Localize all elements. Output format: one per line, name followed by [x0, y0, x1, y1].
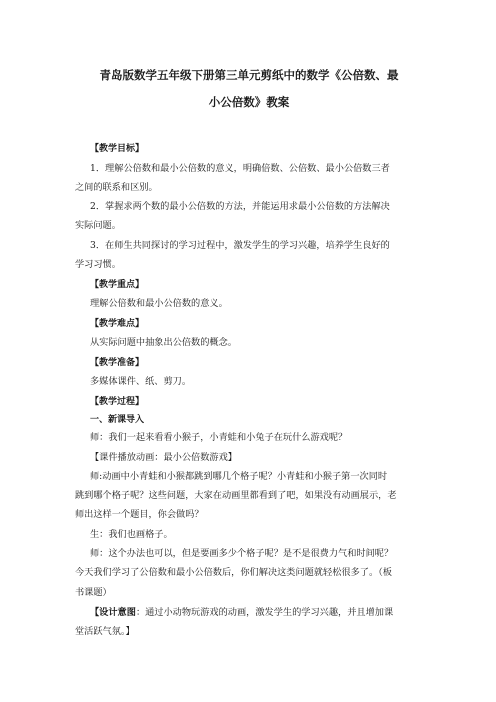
- goal-2-cont: 实际问题。: [75, 220, 121, 231]
- goal-3: 3．在师生共同探讨的学习过程中，激发学生的学习兴趣，培养学生良好的: [90, 240, 390, 251]
- goals-heading: 【教学目标】: [90, 144, 145, 154]
- design-intent-line2: 堂活跃气氛。】: [75, 626, 135, 637]
- prep-heading: 【教学准备】: [90, 358, 145, 368]
- key-text: 理解公倍数和最小公倍数的意义。: [90, 298, 228, 309]
- paragraph-5-line1: 师：这个办法也可以，但是要画多少个格子呢？是不是很费力气和时间呢？: [90, 548, 394, 559]
- paragraph-3-line2: 跳到哪个格子呢？这些问题，大家在动画里都看到了吧，如果没有动画展示，老: [75, 490, 397, 501]
- section-heading: 一、新课导入: [90, 415, 145, 425]
- difficulty-heading: 【教学难点】: [90, 319, 145, 329]
- paragraph-3-line3: 师出这样一个题目，你会做吗？: [75, 509, 204, 520]
- paragraph-5-line3: 书课题）: [75, 587, 112, 598]
- goal-1-cont: 之间的联系和区别。: [75, 182, 158, 193]
- goal-2: 2．掌握求两个数的最小公倍数的方法，并能运用求最小公倍数的方法解决: [90, 201, 390, 212]
- key-heading: 【教学重点】: [90, 280, 145, 290]
- paragraph-5-line2: 今天我们学习了公倍数和最小公倍数后，你们解决这类问题就轻松很多了。（板: [75, 567, 392, 578]
- goal-1: 1．理解公倍数和最小公倍数的意义，明确倍数、公倍数、最小公倍数三者: [90, 163, 390, 174]
- doc-title-line1: 青岛版数学五年级下册第三单元剪纸中的数学《公倍数、最: [99, 68, 399, 82]
- goal-3-cont: 学习习惯。: [75, 259, 121, 270]
- paragraph-2: 【课件播放动画：最小公倍数游戏】: [90, 452, 237, 463]
- process-heading: 【教学过程】: [90, 397, 145, 407]
- difficulty-text: 从实际问题中抽象出公倍数的概念。: [90, 337, 237, 348]
- prep-text: 多媒体课件、纸、剪刀。: [90, 376, 192, 387]
- paragraph-1: 师：我们一起来看看小猴子，小青蛙和小兔子在玩什么游戏呢？: [90, 432, 348, 443]
- design-intent-text: ：通过小动物玩游戏的动画，激发学生的学习兴趣，并且增加课: [135, 607, 394, 618]
- design-intent-line1: [90, 607, 393, 619]
- paragraph-4: 生：我们也画格子。: [90, 529, 173, 540]
- paragraph-3-line1: 师:动画中小青蛙和小猴都跳到哪几个格子呢？小青蛙和小猴子第一次同时: [90, 471, 388, 482]
- design-intent-label: 【设计意图: [90, 607, 136, 618]
- doc-title-line2: 小公倍数》教案: [208, 95, 290, 109]
